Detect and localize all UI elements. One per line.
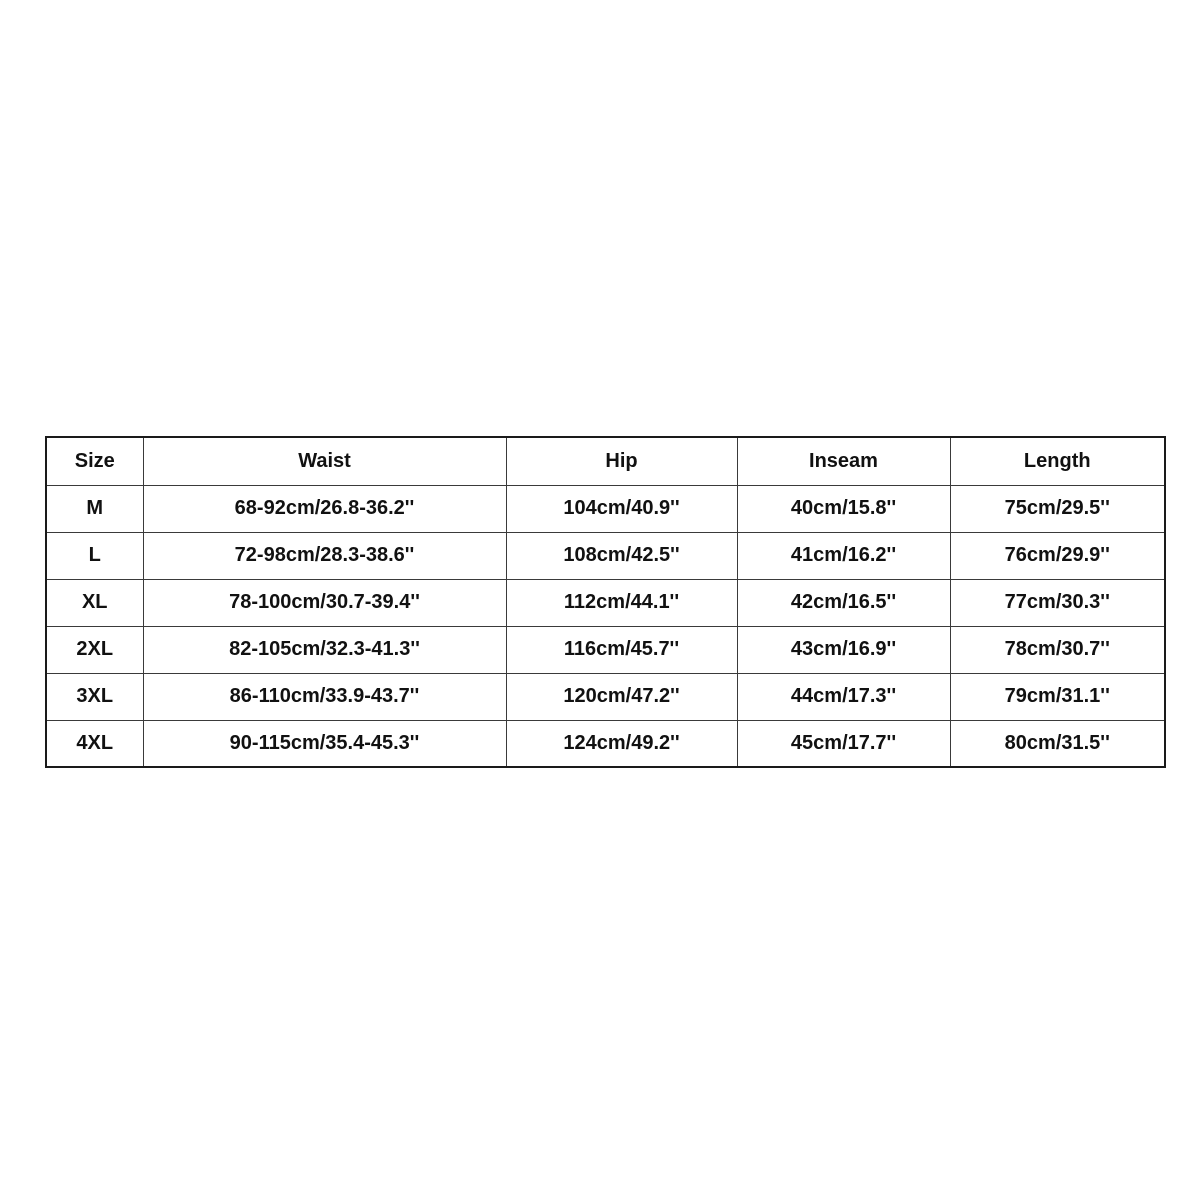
cell-inseam: 44cm/17.3'' — [737, 673, 950, 720]
table-row — [46, 532, 1165, 579]
cell-length: 75cm/29.5'' — [950, 485, 1165, 532]
cell-size: 4XL — [46, 720, 143, 767]
size-chart-table — [45, 436, 1166, 768]
cell-inseam: 40cm/15.8'' — [737, 485, 950, 532]
cell-size: M — [46, 485, 143, 532]
cell-size: 2XL — [46, 626, 143, 673]
table-row — [46, 626, 1165, 673]
cell-hip: 124cm/49.2'' — [506, 720, 737, 767]
table-row — [46, 720, 1165, 767]
cell-hip: 120cm/47.2'' — [506, 673, 737, 720]
cell-size: XL — [46, 579, 143, 626]
cell-length: 78cm/30.7'' — [950, 626, 1165, 673]
cell-waist: 82-105cm/32.3-41.3'' — [143, 626, 506, 673]
cell-hip: 116cm/45.7'' — [506, 626, 737, 673]
cell-waist: 68-92cm/26.8-36.2'' — [143, 485, 506, 532]
cell-inseam: 42cm/16.5'' — [737, 579, 950, 626]
cell-hip: 104cm/40.9'' — [506, 485, 737, 532]
cell-hip: 108cm/42.5'' — [506, 532, 737, 579]
cell-length: 76cm/29.9'' — [950, 532, 1165, 579]
cell-length: 77cm/30.3'' — [950, 579, 1165, 626]
table-row — [46, 579, 1165, 626]
cell-inseam: 43cm/16.9'' — [737, 626, 950, 673]
cell-length: 79cm/31.1'' — [950, 673, 1165, 720]
cell-waist: 90-115cm/35.4-45.3'' — [143, 720, 506, 767]
cell-size: 3XL — [46, 673, 143, 720]
cell-inseam: 45cm/17.7'' — [737, 720, 950, 767]
cell-inseam: 41cm/16.2'' — [737, 532, 950, 579]
header-hip: Hip — [506, 437, 737, 485]
cell-size: L — [46, 532, 143, 579]
header-size: Size — [46, 437, 143, 485]
header-inseam: Inseam — [737, 437, 950, 485]
cell-waist: 72-98cm/28.3-38.6'' — [143, 532, 506, 579]
cell-hip: 112cm/44.1'' — [506, 579, 737, 626]
table-row — [46, 673, 1165, 720]
cell-waist: 78-100cm/30.7-39.4'' — [143, 579, 506, 626]
cell-length: 80cm/31.5'' — [950, 720, 1165, 767]
cell-waist: 86-110cm/33.9-43.7'' — [143, 673, 506, 720]
header-waist: Waist — [143, 437, 506, 485]
header-length: Length — [950, 437, 1165, 485]
table-row — [46, 485, 1165, 532]
header-row — [46, 437, 1165, 485]
